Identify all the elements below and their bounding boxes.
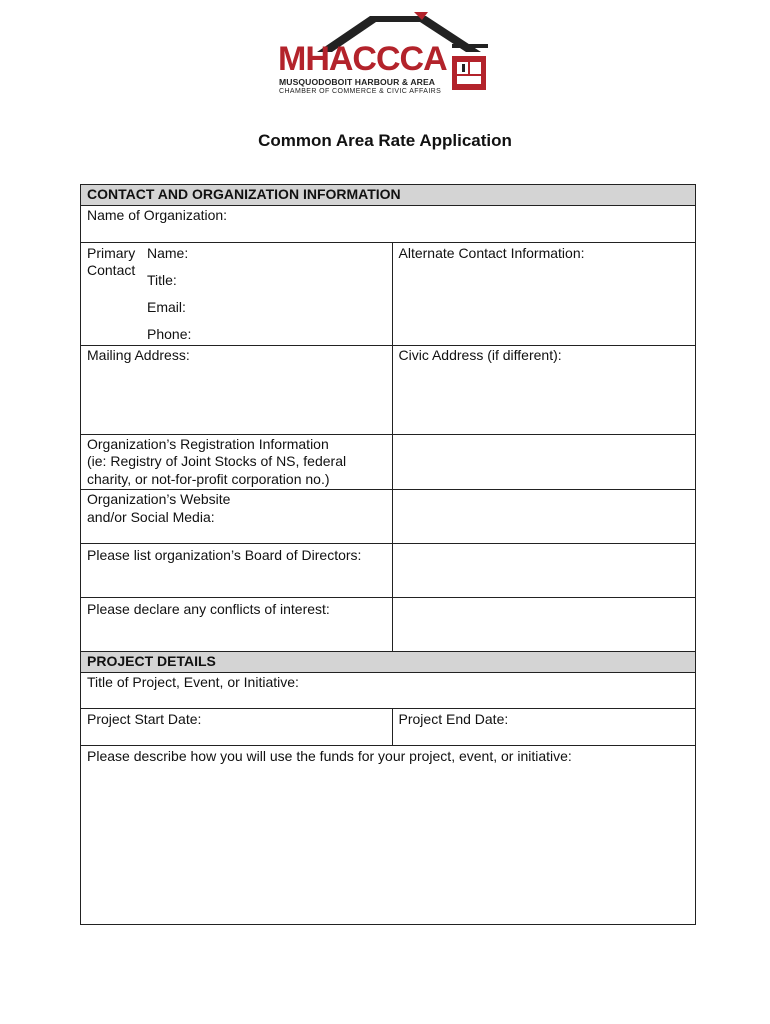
civic-address-field[interactable] xyxy=(392,345,695,434)
org-name-field[interactable] xyxy=(81,205,696,242)
primary-contact-cell[interactable] xyxy=(81,242,393,345)
website-label-cell xyxy=(81,490,393,544)
start-date-label: Project Start Date: xyxy=(87,710,202,727)
civic-address-label: Civic Address (if different): xyxy=(398,346,562,363)
application-form xyxy=(80,184,696,925)
registration-label-1: Organization’s Registration Information xyxy=(87,435,329,452)
primary-contact-label: Primary Contact xyxy=(87,244,136,278)
org-name-label: Name of Organization: xyxy=(87,206,228,223)
mailing-address-label: Mailing Address: xyxy=(87,346,190,363)
end-date-field[interactable] xyxy=(392,708,695,745)
logo-tagline-2: CHAMBER OF COMMERCE & CIVIC AFFAIRS xyxy=(279,88,442,95)
alternate-contact-field[interactable] xyxy=(392,242,695,345)
conflicts-label-cell xyxy=(81,598,393,652)
project-title-field[interactable] xyxy=(81,672,696,708)
pc-email-label: Email: xyxy=(147,298,186,315)
pc-name-label: Name: xyxy=(147,244,189,261)
registration-label-3: charity, or not-for-profit corporation no.) xyxy=(87,470,330,487)
website-label-2: and/or Social Media: xyxy=(87,508,215,525)
end-date-label: Project End Date: xyxy=(398,710,509,727)
registration-label-2: (ie: Registry of Joint Stocks of NS, federal xyxy=(87,453,347,469)
section-header-project: PROJECT DETAILS xyxy=(81,652,696,673)
board-label: Please list organization’s Board of Directors: xyxy=(87,547,362,563)
page-title: Common Area Rate Application xyxy=(258,131,512,150)
alternate-contact-label: Alternate Contact Information: xyxy=(398,244,585,261)
registration-info-label-cell xyxy=(81,434,393,490)
board-field[interactable] xyxy=(392,544,695,598)
conflicts-label: Please declare any conflicts of interest: xyxy=(87,601,330,617)
board-label-cell xyxy=(81,544,393,598)
conflicts-field[interactable] xyxy=(392,598,695,652)
pc-title-label: Title: xyxy=(147,271,177,288)
registration-info-field[interactable] xyxy=(392,434,695,490)
funds-use-label: Please describe how you will use the funds for your project, event, or initiative: xyxy=(87,747,572,764)
logo-tagline-1: MUSQUODOBOIT HARBOUR & AREA xyxy=(279,77,436,87)
mailing-address-field[interactable] xyxy=(81,345,393,434)
website-field[interactable] xyxy=(392,490,695,544)
logo-wordmark: MHACCCA xyxy=(278,40,447,78)
section-header-contact: CONTACT AND ORGANIZATION INFORMATION xyxy=(81,185,696,206)
pc-phone-label: Phone: xyxy=(147,325,192,342)
funds-use-field[interactable] xyxy=(81,745,696,924)
start-date-field[interactable] xyxy=(81,708,393,745)
website-label-1: Organization’s Website xyxy=(87,491,231,507)
project-title-label: Title of Project, Event, or Initiative: xyxy=(87,673,299,690)
chamber-logo xyxy=(276,12,492,95)
